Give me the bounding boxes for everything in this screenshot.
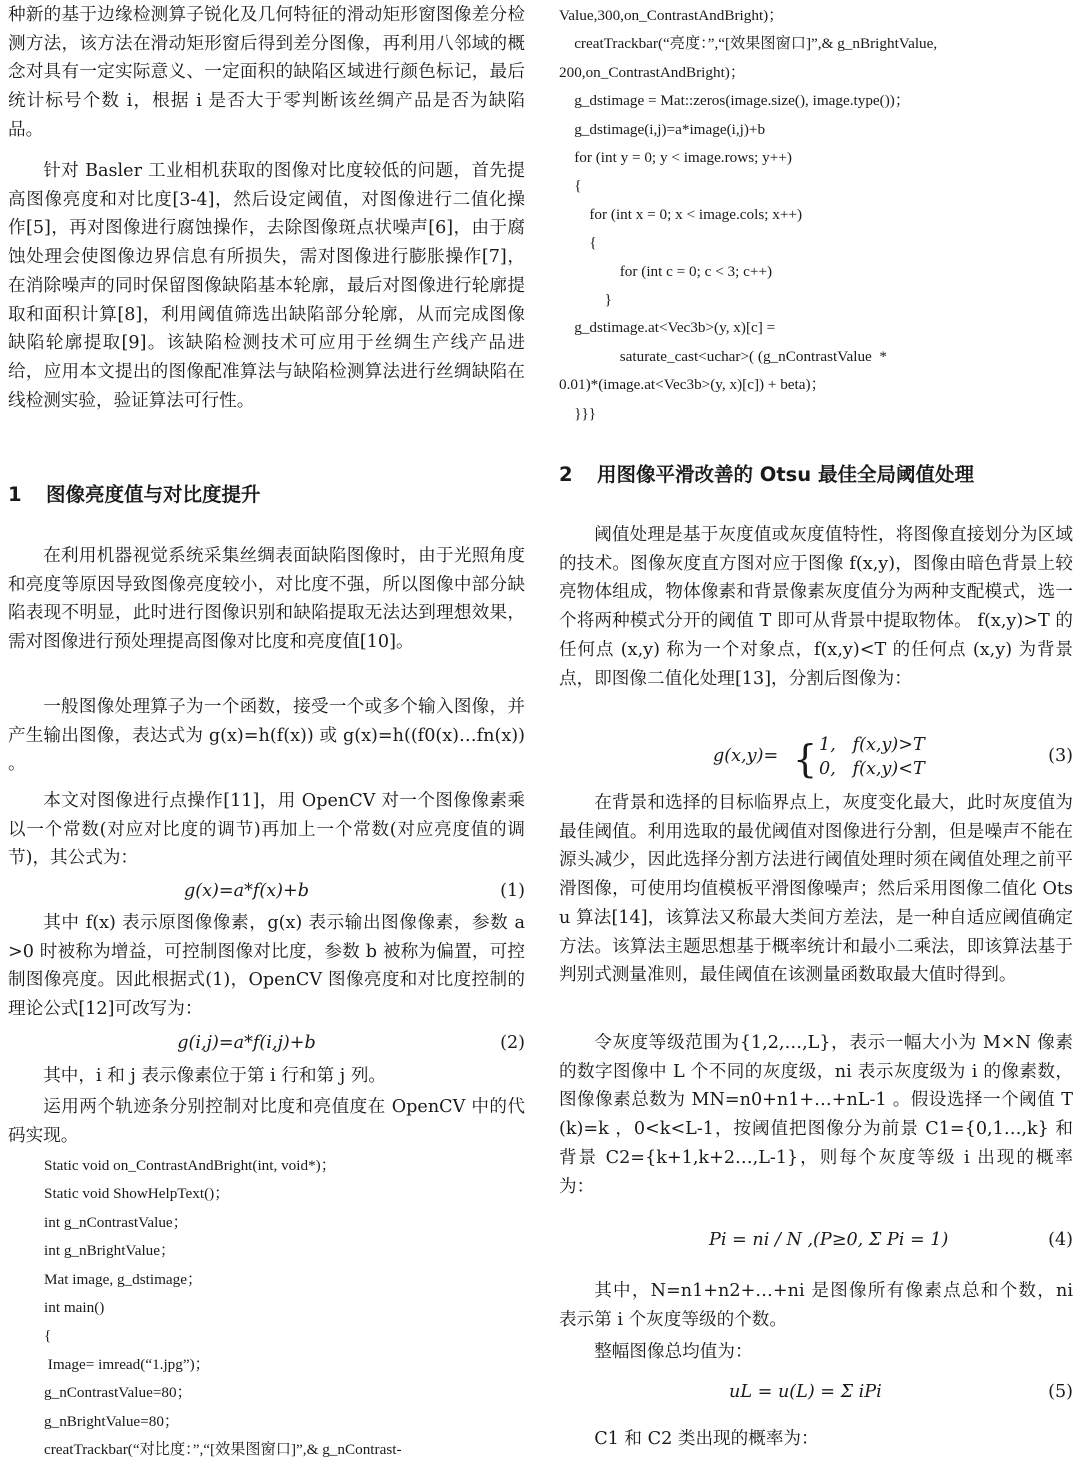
equation-2 [8, 1029, 525, 1058]
paragraph-s2-3: 令灰度等级范围为{1,2,…,L}，表示一幅大小为 M×N 像素的数字图像中 L 个不同的灰度级，ni 表示灰度级为 i 的像素数，图像像素总数为 MN=n0+n1+…+nL-1 。假设选择一个阈值 T(k)=k ，0<k<L-1，按阈值把图像分为前景 C1={0,1…,k} 和背景 C2={k+1,k+2…,L-1}，则每个灰度等级 i 出现的概率为： [559, 1033, 1073, 1197]
equation-4-number: (4) [1048, 1230, 1073, 1250]
equation-1-formula: g(x)=a*f(x)+b [183, 881, 310, 901]
section-1-title: 图像亮度值与对比度提升 [46, 483, 261, 506]
equation-2-formula: g(i,j)=a*f(i,j)+b [177, 1033, 316, 1053]
equation-5-number: (5) [1048, 1382, 1073, 1402]
equation-3-case-2: 0, f(x,y)<T [819, 759, 925, 779]
left-column [8, 0, 525, 1461]
paragraph-s2-1: 阈值处理是基于灰度值或灰度值特性，将图像直接划分为区域的技术。图像灰度直方图对应于图像 f(x,y)，图像由暗色背景上较亮物体组成，物体像素和背景像素灰度值分为两种支配模式，选一个将两种模式分开的阈值 T 即可从背景中提取物体。 f(x,y)>T 的任何点 (x,y) 称为一个对象点，f(x,y)<T 的任何点 (x,y) 为背景点，即图像二值化处理[13]，分割后图像为： [559, 525, 1073, 689]
section-2-heading [559, 461, 974, 489]
section-2-title: 用图像平滑改善的 Otsu 最佳全局阈值处理 [597, 463, 974, 486]
code-block-left: Static void on_ContrastAndBright(int, void*)； Static void ShowHelpText()； int g_nContrastValue； int g_nBrightValue； Mat image, g_dstimage； int main() { Image= imread(“1.jpg”)； g_nContrastValue=80； g_nBrightValue=80； creatTrackbar(“对比度：”,“[效果图窗口]”,& g_nContrast- [44, 1157, 402, 1459]
section-1-number: 1 [8, 483, 22, 506]
paragraph-s1-1: 在利用机器视觉系统采集丝绸表面缺陷图像时，由于光照角度和亮度等原因导致图像亮度较小，对比度不强，所以图像中部分缺陷表现不明显，此时进行图像识别和缺陷提取无法达到理想效果，需对图像进行预处理提高图像对比度和亮度值[10]。 [8, 546, 525, 653]
paragraph-s2-2: 在背景和选择的目标临界点上，灰度变化最大，此时灰度值为最佳阈值。利用选取的最优阈值对图像进行分割，但是噪声不能在源头减少，因此选择分割方法进行阈值处理时须在阈值处理之前平滑图像，可使用均值模板平滑图像噪声；然后采用图像二值化 Otsu 算法[14]，该算法又称最大类间方差法，是一种自适应阈值确定方法。该算法主题思想基于概率统计和最小二乘法，即该算法基于判别式测量准则，最佳阈值在该测量函数取最大值时得到。 [559, 793, 1073, 986]
paragraph-s1-4: 其中 f(x) 表示原图像像素，g(x) 表示输出图像像素，参数 a>0 时被称为增益，可控制图像对比度，参数 b 被称为偏置，可控制图像亮度。因此根据式(1)，OpenCV 图像亮度和对比度控制的理论公式[12]可改写为： [8, 913, 525, 1020]
equation-3 [559, 736, 1073, 786]
equation-1 [8, 877, 525, 906]
paragraph-s2-4: 其中，N=n1+n2+…+ni 是图像所有像素点总和个数，ni 表示第 i 个灰度等级的个数。 [559, 1281, 1073, 1330]
paragraph-intro: 种新的基于边缘检测算子锐化及几何特征的滑动矩形窗图像差分检测方法，该方法在滑动矩形窗后得到差分图像，再利用八邻域的概念对具有一定实际意义、一定面积的缺陷区域进行颜色标记，最后统计标号个数 i，根据 i 是否大于零判断该丝绸产品是否为缺陷品。 [8, 5, 525, 140]
paragraph-basler: 针对 Basler 工业相机获取的图像对比度较低的问题，首先提高图像亮度和对比度[3-4]，然后设定阈值，对图像进行二值化操作[5]，再对图像进行腐蚀操作，去除图像斑点状噪声[6]，由于腐蚀处理会使图像边界信息有所损失，需对图像进行膨胀操作[7]，在消除噪声的同时保留图像缺陷基本轮廓，最后对图像进行轮廓提取和面积计算[8]，利用阈值筛选出缺陷部分轮廓，从而完成图像缺陷轮廓提取[9]。该缺陷检测技术可应用于丝绸生产线产品进给，应用本文提出的图像配准算法与缺陷检测算法进行丝绸缺陷在线检测实验，验证算法可行性。 [8, 161, 525, 411]
paragraph-s1-2: 一般图像处理算子为一个函数，接受一个或多个输入图像，并产生输出图像，表达式为 g(x)=h(f(x)) 或 g(x)=h((f0(x)…fn(x)) 。 [8, 697, 525, 775]
equation-3-case-1: 1, f(x,y)>T [819, 735, 925, 755]
section-2-number: 2 [559, 463, 573, 486]
paragraph-s1-5: 其中，i 和 j 表示像素位于第 i 行和第 j 列。 [43, 1066, 387, 1086]
equation-4 [559, 1218, 1073, 1268]
equation-2-number: (2) [500, 1033, 525, 1053]
paragraph-s2-6: C1 和 C2 类出现的概率为： [594, 1429, 819, 1449]
equation-1-number: (1) [500, 881, 525, 901]
equation-5 [559, 1372, 1073, 1416]
code-block-right: Value,300,on_ContrastAndBright)； creatTrackbar(“亮度：”,“[效果图窗口]”,& g_nBrightValue, 200,on_ContrastAndBright)； g_dstimage = Mat::zeros(image.size(), image.type())； g_dstimage(i,j)=a*image(i,j)+b for (int y = 0; y < image.rows; y++) { for (int x = 0; x < image.cols; x++) { for (int c = 0; c < 3; c++) } g_dstimage.at<Vec3b>(y, x)[c] = saturate_cast<uchar>( (g_nContrastValue * 0.01)*(image.at<Vec3b>(y, x)[c]) + beta)； }}} [559, 7, 938, 422]
right-column [559, 0, 1075, 1461]
equation-3-brace: { [793, 737, 818, 781]
equation-3-lhs: g(x,y)= [713, 746, 779, 766]
equation-5-formula: uL = u(L) = Σ iPi [729, 1382, 882, 1402]
paragraph-s1-3: 本文对图像进行点操作[11]，用 OpenCV 对一个图像像素乘以一个常数(对应对比度的调节)再加上一个常数(对应亮度值的调节)，其公式为： [8, 791, 525, 869]
equation-3-number: (3) [1048, 746, 1073, 766]
section-1-heading [8, 481, 261, 509]
equation-4-formula: Pi = ni / N ,(P≥0, Σ Pi = 1) [709, 1230, 949, 1250]
paragraph-s2-5: 整幅图像总均值为： [594, 1342, 753, 1362]
paragraph-s1-6: 运用两个轨迹条分别控制对比度和亮值度在 OpenCV 中的代码实现。 [8, 1097, 525, 1146]
